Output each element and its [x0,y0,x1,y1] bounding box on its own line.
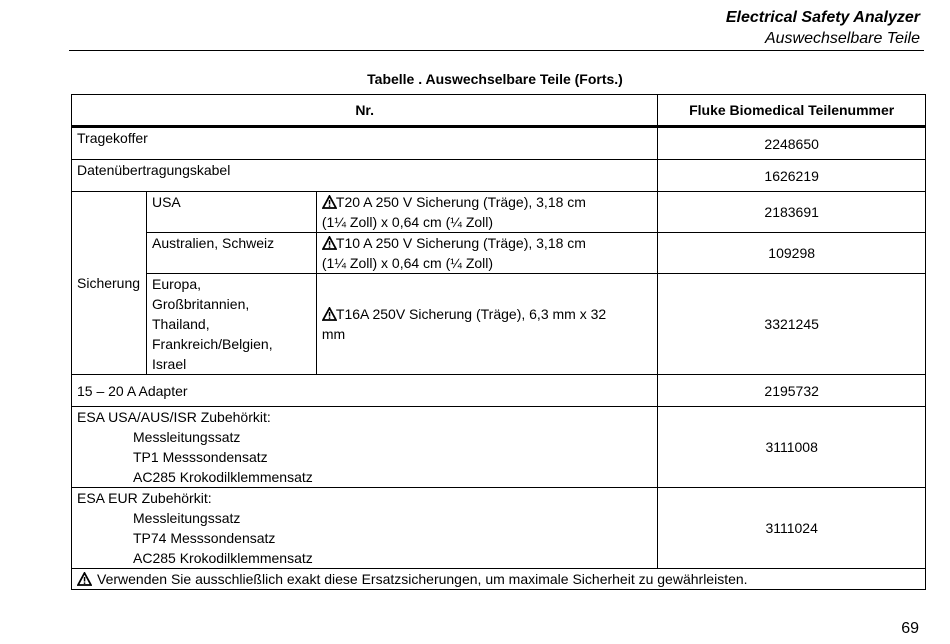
region-line: Frankreich/Belgien, [151,336,273,352]
table-row [72,233,926,274]
kit-item: Messleitungssatz [133,510,241,526]
document-title: Electrical Safety Analyzer [725,9,920,26]
table-row [72,160,926,192]
fuse-region-usa: USA [146,192,316,233]
fuse-region-europe [146,274,316,375]
kit-item: TP1 Messsondensatz [133,449,268,465]
warning-triangle-icon [77,572,91,586]
kit-us-cell [72,407,658,488]
part-number-fuse-europe: 3321245 [658,274,926,375]
fuse-desc-line2: (1¼ Zoll) x 0,64 cm (¼ Zoll) [321,214,494,230]
safety-note-text: Verwenden Sie ausschließlich exakt diese Ersatzsicherungen, um maximale Sicherheit zu gewährleisten. [97,571,748,587]
page-number: 69 [901,620,919,637]
kit-eur-cell [72,488,658,569]
table-row [72,375,926,407]
row-label-adapter: 15 – 20 A Adapter [72,375,658,407]
column-header-part-number: Fluke Biomedical Teilenummer [658,95,926,127]
table-row [72,274,926,375]
fuse-description-usa [316,192,657,233]
warning-triangle-icon [322,236,336,250]
fuse-desc-line2: (1¼ Zoll) x 0,64 cm (¼ Zoll) [321,255,494,271]
part-number-adapter: 2195732 [658,375,926,407]
row-label-case: Tragekoffer [72,127,658,160]
header-rule [69,50,924,51]
fuse-desc-line1: T10 A 250 V Sicherung (Träge), 3,18 cm [335,235,586,251]
region-line: Europa, [151,276,202,292]
part-number-kit-us: 3111008 [658,407,926,488]
fuse-desc-line2: mm [321,326,346,342]
table-row [72,488,926,569]
kit-us-label: ESA USA/AUS/ISR Zubehörkit: [77,409,271,425]
safety-note [72,569,926,590]
kit-item: AC285 Krokodilklemmensatz [133,550,313,566]
table-row [72,127,926,160]
region-line: Thailand, [151,316,210,332]
kit-item: AC285 Krokodilklemmensatz [133,469,313,485]
parts-table [71,94,926,590]
part-number-fuse-australia: 109298 [658,233,926,274]
kit-item: TP74 Messsondensatz [133,530,276,546]
fuse-desc-line1: T20 A 250 V Sicherung (Träge), 3,18 cm [335,194,586,210]
part-number-kit-eur: 3111024 [658,488,926,569]
region-line: Israel [151,356,187,372]
kit-item: Messleitungssatz [133,429,241,445]
part-number-fuse-usa: 2183691 [658,192,926,233]
row-label-fuse: Sicherung [72,192,147,375]
fuse-description-australia [316,233,657,274]
document-subtitle: Auswechselbare Teile [764,30,920,47]
table-header-row [72,95,926,127]
fuse-description-europe [316,274,657,375]
part-number-case: 2248650 [658,127,926,160]
column-header-nr: Nr. [72,95,658,127]
table-row [72,569,926,590]
warning-triangle-icon [322,307,336,321]
kit-eur-label: ESA EUR Zubehörkit: [77,490,212,506]
table-row [72,407,926,488]
table-caption: Tabelle . Auswechselbare Teile (Forts.) [367,71,623,87]
table-row [72,192,926,233]
row-label-cable: Datenübertragungskabel [72,160,658,192]
part-number-cable: 1626219 [658,160,926,192]
region-line: Großbritannien, [151,296,250,312]
fuse-region-australia: Australien, Schweiz [146,233,316,274]
fuse-desc-line1: T16A 250V Sicherung (Träge), 6,3 mm x 32 [335,306,607,322]
warning-triangle-icon [322,195,336,209]
